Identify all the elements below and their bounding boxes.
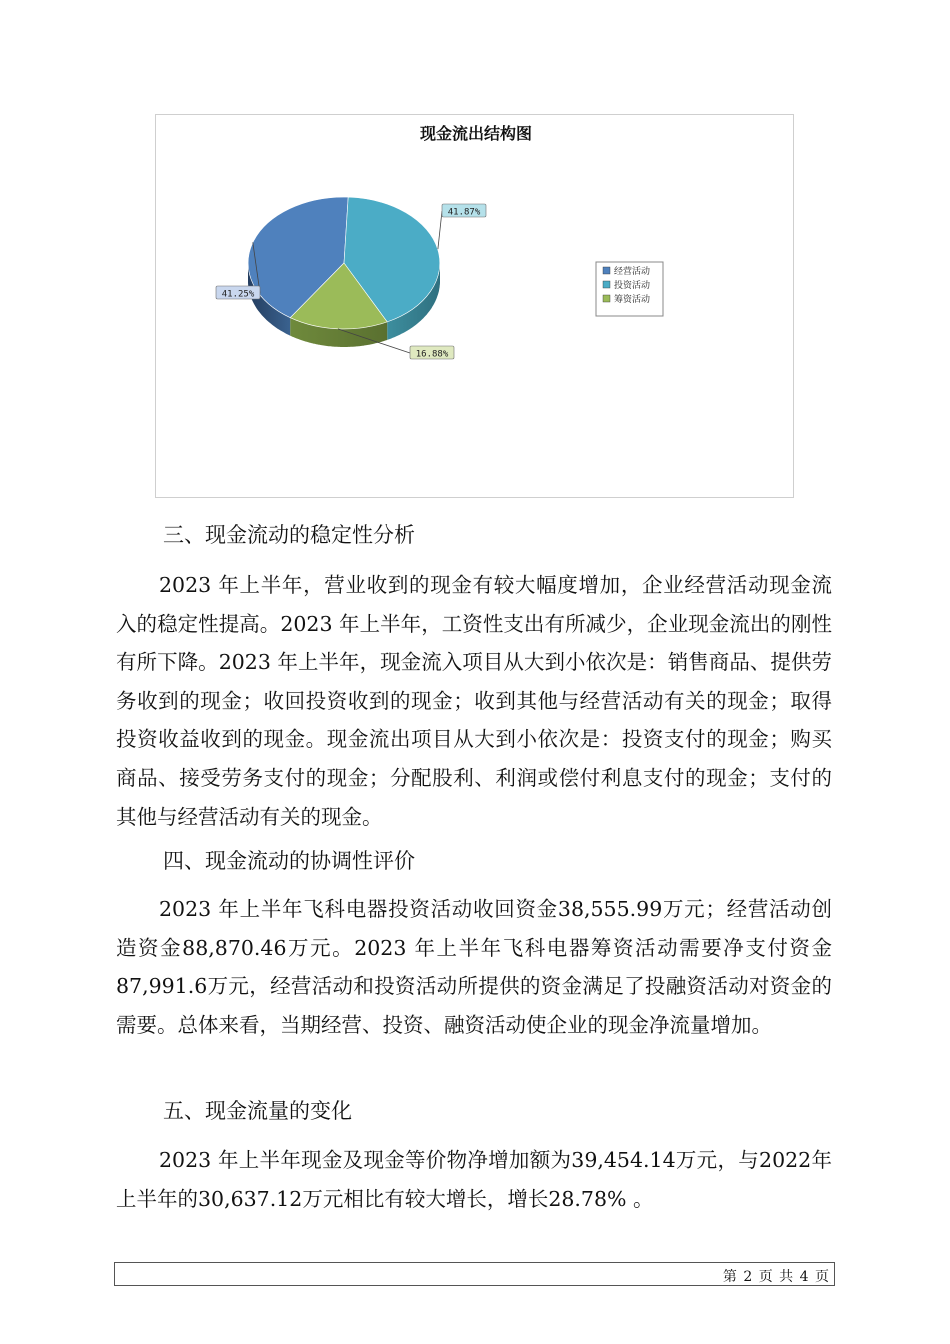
legend-label-投资活动: 投资活动	[614, 281, 651, 291]
chart-title: 现金流出结构图	[419, 124, 533, 143]
section-heading-change: 五、现金流量的变化	[163, 1099, 352, 1123]
data-label-筹资活动: 16.88%	[415, 349, 449, 360]
legend-swatch-经营活动	[603, 267, 610, 274]
section-heading-coordination: 四、现金流动的协调性评价	[163, 849, 415, 873]
data-label-经营活动: 41.25%	[221, 289, 255, 300]
section-heading-stability: 三、现金流动的稳定性分析	[163, 523, 415, 547]
section-paragraph-stability: 2023 年上半年，营业收到的现金有较大幅度增加，企业经营活动现金流入的稳定性提高。2023 年上半年，工资性支出有所减少，企业现金流出的刚性有所下降。2023 年上半年，现金流入项目从大到小依次是：销售商品、提供劳务收到的现金；收回投资收到的现金；收到其他与经营活动有关的现金；取得投资收益收到的现金。现金流出项目从大到小依次是：投资支付的现金；购买商品、接受劳务支付的现金；分配股利、利润或偿付利息支付的现金；支付的其他与经营活动有关的现金。	[116, 573, 832, 829]
pie-slices	[248, 197, 440, 329]
page-footer	[114, 1262, 835, 1286]
legend-label-经营活动: 经营活动	[614, 267, 651, 277]
legend-swatch-筹资活动	[603, 295, 610, 302]
legend-label-筹资活动: 筹资活动	[614, 295, 651, 305]
pie-chart-svg	[156, 115, 793, 497]
pie-chart	[155, 114, 794, 498]
leader-line-投资活动	[438, 211, 442, 249]
chart-legend	[596, 262, 663, 316]
section-paragraph-change: 2023 年上半年现金及现金等价物净增加额为39,454.14万元，与2022年上半年的30,637.12万元相比有较大增长，增长28.78% 。	[116, 1148, 832, 1211]
legend-swatch-投资活动	[603, 281, 610, 288]
data-label-投资活动: 41.87%	[447, 207, 481, 218]
page-number: 第 2 页 共 4 页	[722, 1269, 830, 1285]
section-paragraph-coordination: 2023 年上半年飞科电器投资活动收回资金38,555.99万元；经营活动创造资金88,870.46万元。2023 年上半年飞科电器筹资活动需要净支付资金87,991.6万元，经营活动和投资活动所提供的资金满足了投融资活动对资金的需要。总体来看，当期经营、投资、融资活动使企业的现金净流量增加。	[116, 897, 832, 1037]
